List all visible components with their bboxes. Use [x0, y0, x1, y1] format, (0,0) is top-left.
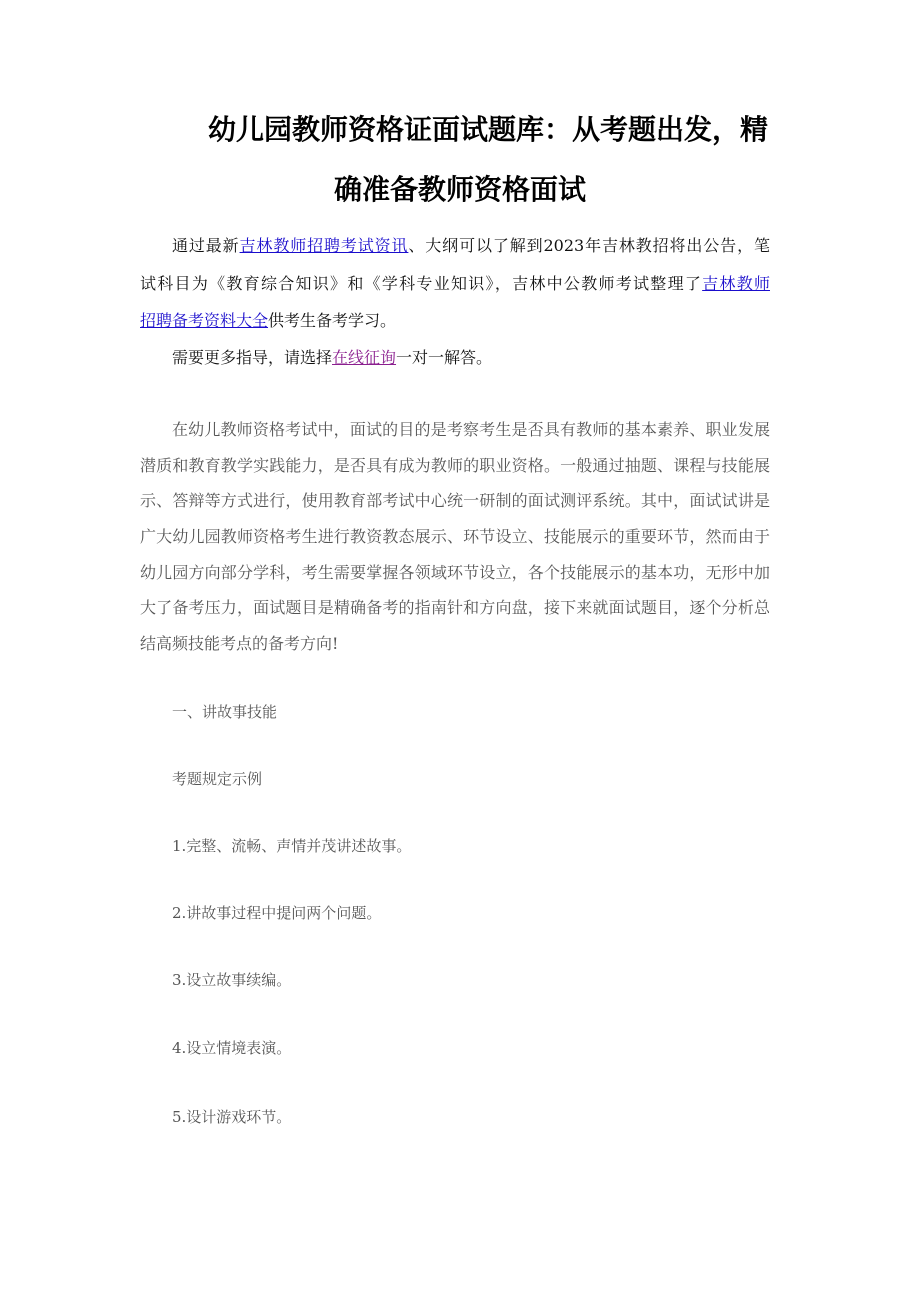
- intro-text: 通过最新: [172, 236, 240, 255]
- body-line: 大了备考压力，面试题目是精确备考的指南针和方向盘，接下来就面试题目，逐个分析总: [140, 598, 770, 617]
- body-line: 广大幼儿园教师资格考生进行教资教态展示、环节设立、技能展示的重要环节，然而由于: [140, 527, 770, 546]
- body-line: 在幼儿教师资格考试中，面试的目的是考察考生是否具有教师的基本素养、职业发展: [172, 420, 770, 439]
- intro-line-1: [172, 236, 770, 256]
- list-item: 2.讲故事过程中提问两个问题。: [172, 904, 382, 922]
- body-line: 幼儿园方向部分学科，考生需要掌握各领域环节设立，各个技能展示的基本功，无形中加: [140, 563, 770, 582]
- subheading: 考题规定示例: [172, 770, 263, 788]
- intro-line-2: [140, 274, 770, 294]
- list-item: 1.完整、流畅、声情并茂讲述故事。: [172, 837, 412, 855]
- guide-line: [172, 348, 802, 368]
- intro-text: 供考生备考学习。: [268, 311, 397, 330]
- link-materials[interactable]: 吉林教师: [702, 274, 770, 293]
- link-materials-cont[interactable]: 招聘备考资料大全: [140, 311, 269, 330]
- list-item: 4.设立情境表演。: [172, 1039, 292, 1057]
- guide-text: 需要更多指导，请选择: [172, 348, 333, 367]
- title-line-1: 幼儿园教师资格证面试题库：从考题出发，精: [208, 113, 769, 146]
- link-exam-news[interactable]: 吉林教师招聘考试资讯: [239, 236, 409, 255]
- section-heading: 一、讲故事技能: [172, 703, 278, 721]
- body-line: 示、答辩等方式进行，使用教育部考试中心统一研制的面试测评系统。其中，面试试讲是: [140, 491, 770, 510]
- intro-line-3: [140, 311, 770, 331]
- title-line-2: 确准备教师资格面试: [334, 173, 587, 206]
- list-item: 3.设立故事续编。: [172, 971, 292, 989]
- body-line: 潜质和教育教学实践能力，是否具有成为教师的职业资格。一般通过抽题、课程与技能展: [140, 456, 770, 475]
- guide-text: 一对一解答。: [396, 348, 493, 367]
- list-item: 5.设计游戏环节。: [172, 1108, 292, 1126]
- intro-text: 、大纲可以了解到2023年吉林教招将出公告，笔: [408, 236, 770, 255]
- body-line: 结高频技能考点的备考方向!: [140, 634, 339, 653]
- intro-text: 试科目为《教育综合知识》和《学科专业知识》，吉林中公教师考试整理了: [140, 274, 703, 293]
- link-online-consult[interactable]: 在线征询: [332, 348, 397, 367]
